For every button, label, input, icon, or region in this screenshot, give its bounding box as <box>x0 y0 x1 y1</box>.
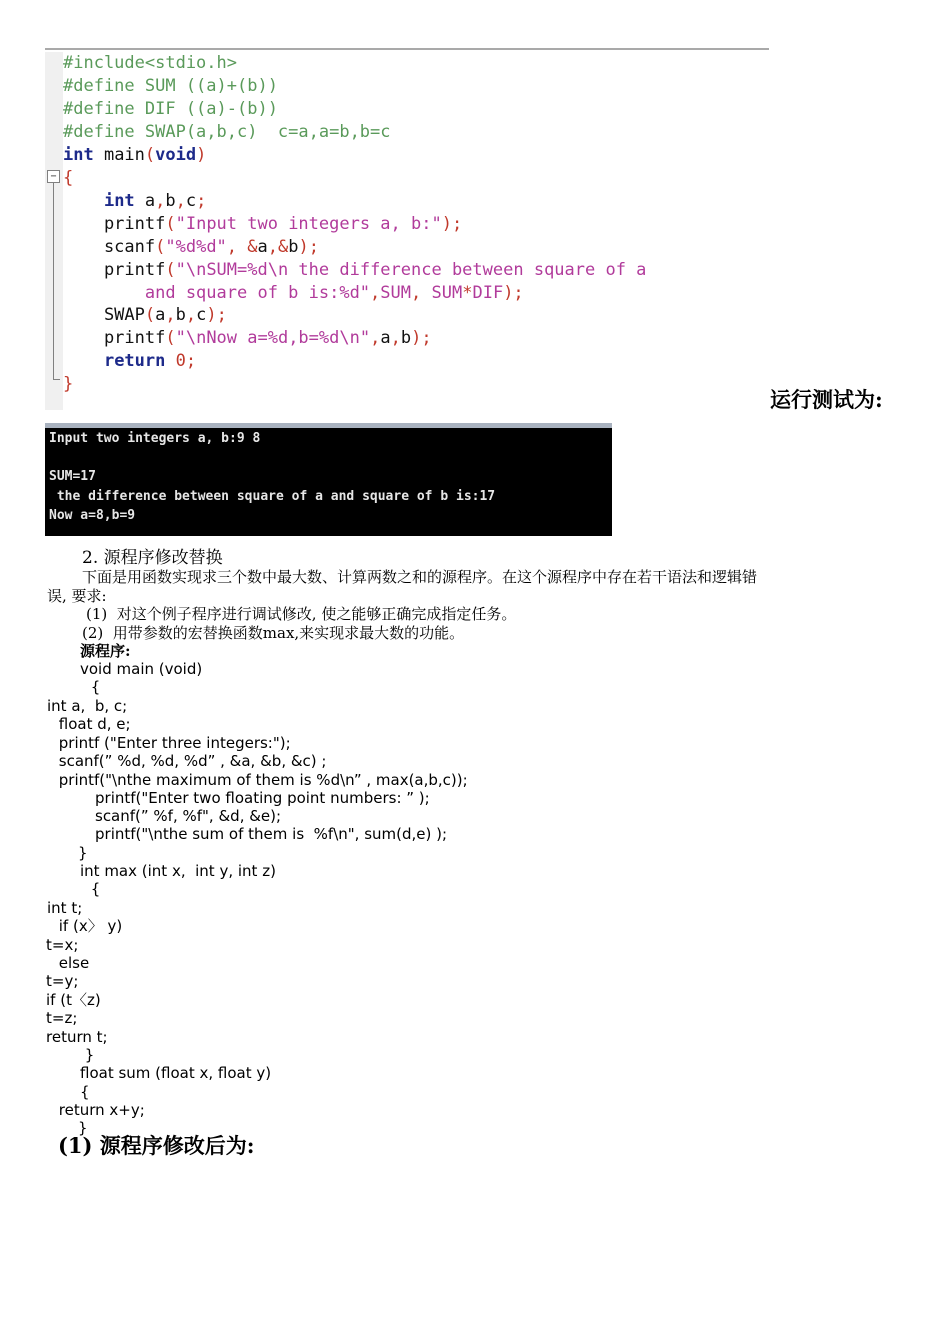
run-test-label: 运行测试为: <box>770 387 883 412</box>
code-token: int <box>103 191 135 211</box>
code-token: ); <box>298 237 319 257</box>
code-token: void <box>155 145 197 165</box>
code-token: ( <box>144 145 156 165</box>
code-token: scanf <box>63 237 156 257</box>
code-token: "Input two integers a, b:" <box>175 214 442 234</box>
code-token: , <box>175 191 186 211</box>
code-token: DIF <box>472 283 504 303</box>
source-line: float sum (float x, float y) <box>80 1064 272 1082</box>
code-token: a <box>155 305 166 325</box>
code-token: , & <box>226 237 258 257</box>
source-line: int a, b, c; <box>47 697 128 715</box>
code-token: SWAP <box>63 305 145 325</box>
code-token: , <box>370 328 381 348</box>
code-line <box>63 98 278 120</box>
code-token: , <box>390 328 401 348</box>
code-line <box>63 121 391 143</box>
code-line <box>63 190 206 212</box>
top-divider <box>45 48 769 50</box>
editor-gutter <box>45 52 63 410</box>
intro-line-1: 下面是用函数实现求三个数中最大数、计算两数之和的源程序。在这个源程序中存在若干语法和逻辑错 <box>82 568 758 586</box>
code-token: printf <box>63 260 166 280</box>
code-token: , <box>411 283 432 303</box>
code-token: b <box>175 305 186 325</box>
code-token: ( <box>165 214 176 234</box>
code-token: #define SUM ((a)+(b)) <box>63 76 278 96</box>
code-line <box>63 350 196 372</box>
source-line: { <box>86 880 101 898</box>
source-line: float d, e; <box>54 715 131 733</box>
code-token: a <box>257 237 268 257</box>
requirement-2: (2) 用带参数的宏替换函数max,来实现求最大数的功能。 <box>82 624 465 642</box>
code-token: b <box>165 191 176 211</box>
code-line <box>63 52 237 74</box>
code-token: ( <box>144 305 156 325</box>
source-line: if (t〈z) <box>46 991 101 1009</box>
code-line <box>63 259 646 281</box>
code-token: c <box>196 305 207 325</box>
code-token <box>63 191 104 211</box>
code-token: ); <box>503 283 524 303</box>
code-token: a <box>134 191 156 211</box>
source-line: printf("Enter two floating point numbers: ” ); <box>95 789 430 807</box>
source-line: } <box>78 1119 88 1137</box>
fold-guide-end <box>53 379 60 380</box>
console-line: SUM=17 <box>49 469 96 484</box>
code-line <box>63 327 432 349</box>
code-token: return <box>103 351 166 371</box>
source-line: return t; <box>46 1028 108 1046</box>
fold-guide-line <box>53 183 54 379</box>
source-line: printf("\nthe maximum of them is %d\n” , max(a,b,c)); <box>54 771 468 789</box>
code-line <box>63 167 73 189</box>
code-token: { <box>63 168 74 188</box>
code-token: ; <box>196 191 207 211</box>
console-line: the difference between square of a and square of b is:17 <box>49 489 496 504</box>
code-token: * <box>462 283 473 303</box>
code-token: #include<stdio.h> <box>63 53 237 73</box>
code-token: printf <box>63 214 166 234</box>
source-label: 源程序: <box>80 642 131 660</box>
code-token: ); <box>441 214 463 234</box>
code-token: "%d%d" <box>165 237 227 257</box>
code-token: ); <box>411 328 432 348</box>
code-token <box>63 351 104 371</box>
source-line: printf("\nthe sum of them is %f\n", sum(d,e) ); <box>95 825 448 843</box>
code-token: SUM <box>431 283 463 303</box>
source-line: t=y; <box>46 972 79 990</box>
code-token: c <box>185 191 197 211</box>
code-token: "\nNow a=%d,b=%d\n" <box>175 328 371 348</box>
code-token: , <box>370 283 381 303</box>
code-token: #define DIF ((a)-(b)) <box>63 99 278 119</box>
modified-source-heading: (1) 源程序修改后为: <box>58 1133 255 1158</box>
console-line: Input two integers a, b:9 8 <box>49 431 261 446</box>
source-line: } <box>78 844 88 862</box>
fold-collapse-icon[interactable]: − <box>47 170 60 183</box>
code-line <box>63 213 462 235</box>
source-line: void main (void) <box>80 660 203 678</box>
code-line <box>63 282 524 304</box>
source-line: int max (int x, int y, int z) <box>80 862 276 880</box>
code-token: ); <box>206 305 227 325</box>
source-line: { <box>80 1083 90 1101</box>
source-line: if (x〉 y) <box>54 917 123 935</box>
code-token: #define SWAP(a,b,c) c=a,a=b,b=c <box>63 122 391 142</box>
code-token <box>165 351 175 371</box>
code-token: , <box>165 305 176 325</box>
source-line: int t; <box>47 899 83 917</box>
code-token: ) <box>196 145 207 165</box>
code-token: "\nSUM=%d\n the difference between square of a <box>175 260 647 280</box>
code-token: } <box>63 374 74 394</box>
code-token: , <box>155 191 166 211</box>
code-line <box>63 144 206 166</box>
code-token: main <box>93 145 145 165</box>
code-token: b <box>400 328 412 348</box>
source-line: } <box>80 1046 95 1064</box>
code-editor-screenshot <box>45 52 765 410</box>
intro-line-2: 误, 要求: <box>47 587 107 605</box>
source-line: else <box>54 954 90 972</box>
code-token: and square of b is:%d" <box>63 283 371 303</box>
code-token: a <box>380 328 391 348</box>
source-line: t=x; <box>46 936 79 954</box>
code-token: SUM <box>380 283 412 303</box>
code-token: int <box>63 145 94 165</box>
source-line: scanf(” %d, %d, %d” , &a, &b, &c) ; <box>54 752 327 770</box>
source-line: { <box>86 678 101 696</box>
code-token: 0 <box>175 351 186 371</box>
console-title-bar <box>45 423 612 428</box>
source-line: printf ("Enter three integers:"); <box>54 734 291 752</box>
console-line: Now a=8,b=9 <box>49 508 136 523</box>
source-line: return x+y; <box>54 1101 145 1119</box>
code-token: ( <box>155 237 166 257</box>
source-line: t=z; <box>46 1009 78 1027</box>
code-line <box>63 304 227 326</box>
code-token: ,& <box>267 237 289 257</box>
code-line <box>63 373 73 395</box>
code-token: ; <box>185 351 197 371</box>
code-line <box>63 236 319 258</box>
code-token: , <box>185 305 197 325</box>
code-token: ( <box>165 328 176 348</box>
code-token: b <box>288 237 299 257</box>
code-token: ( <box>165 260 176 280</box>
code-token: printf <box>63 328 166 348</box>
requirement-1: (1) 对这个例子程序进行调试修改, 使之能够正确完成指定任务。 <box>86 605 517 623</box>
console-output-window <box>45 423 612 536</box>
section-heading: 2. 源程序修改替换 <box>82 548 223 568</box>
code-line <box>63 75 278 97</box>
source-line: scanf(” %f, %f", &d, &e); <box>95 807 282 825</box>
